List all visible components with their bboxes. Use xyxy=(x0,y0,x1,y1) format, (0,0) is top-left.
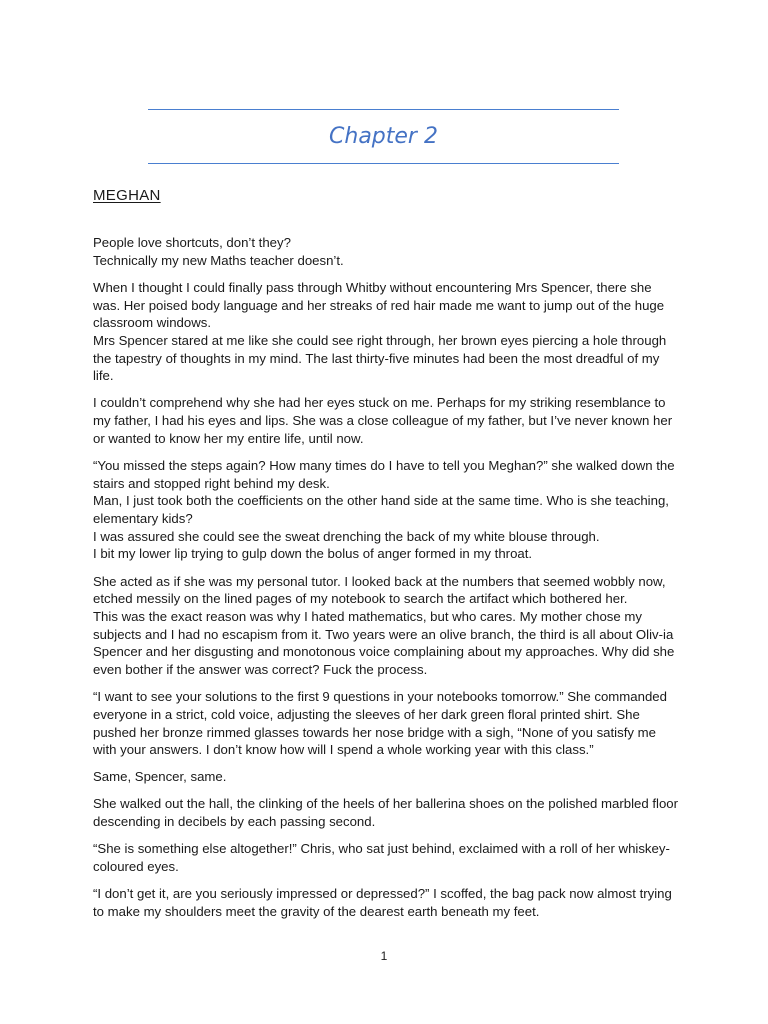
title-rule-top xyxy=(148,109,619,110)
paragraph-line: Same, Spencer, same. xyxy=(93,769,227,785)
paragraph xyxy=(93,840,679,875)
paragraph-line: I couldn’t comprehend why she had her eyes stuck on me. Perhaps for my striking resemblance to my father, I had his eyes and lips. She was a close colleague of my father, but I’ve never known her or wanted to know her my entire life, until now. xyxy=(93,395,673,446)
paragraph xyxy=(93,279,679,385)
paragraph xyxy=(93,573,679,679)
chapter-body xyxy=(93,234,679,930)
paragraph-line: Man, I just took both the coefficients on the other hand side at the same time. Who is she teaching, elementary kids? xyxy=(93,493,669,527)
paragraph-line: This was the exact reason was why I hated mathematics, but who cares. My mother chose my subjects and I had no escapism from it. Two years were an olive branch, the third is all about Oliv-ia Spencer and her disgusting and monotonous voice complaining about my approaches. Why did she even bother if the answer was correct? Fuck the process. xyxy=(93,608,675,678)
paragraph-line: Mrs Spencer stared at me like she could see right through, her brown eyes piercing a hole through the tapestry of thoughts in my mind. The last thirty-five minutes had been the most dreadful of my life. xyxy=(93,332,667,384)
paragraph xyxy=(93,768,679,786)
chapter-title: Chapter 2 xyxy=(329,124,438,149)
paragraph-line: “She is something else altogether!” Chris, who sat just behind, exclaimed with a roll of her whiskey-coloured eyes. xyxy=(93,841,670,874)
paragraph xyxy=(93,394,679,447)
paragraph-line: She acted as if she was my personal tutor. I looked back at the numbers that seemed wobbly now, etched messily on the lined pages of my notebook to search the artifact which bothered her. xyxy=(93,573,666,607)
paragraph xyxy=(93,688,679,759)
paragraph-line: I bit my lower lip trying to gulp down the bolus of anger formed in my throat. xyxy=(93,546,533,562)
paragraph xyxy=(93,234,679,269)
paragraph-line: She walked out the hall, the clinking of the heels of her ballerina shoes on the polished marbled floor descending in decibels by each passing second. xyxy=(93,796,679,830)
page-number: 1 xyxy=(380,949,388,963)
title-rule-bottom xyxy=(148,163,619,164)
paragraph-line: “I don’t get it, are you seriously impressed or depressed?” I scoffed, the bag pack now almost trying to make my shoulders meet the gravity of the dearest earth beneath my feet. xyxy=(93,886,672,919)
pov-heading: MEGHAN xyxy=(93,187,161,204)
paragraph-line: “I want to see your solutions to the first 9 questions in your notebooks tomorrow.” She commanded everyone in a strict, cold voice, adjusting the sleeves of her dark green floral printed shirt. She pushed her bronze rimmed glasses towards her nose bridge with a sigh, “None of you satisfy me with your answers. I don’t know how will I spend a whole working year with this class.” xyxy=(93,689,667,758)
paragraph-line: When I thought I could finally pass through Whitby without encountering Mrs Spencer, there she was. Her poised body language and her streaks of red hair made me want to jump out of the huge classroom windows. xyxy=(93,279,665,331)
paragraph-line: People love shortcuts, don’t they? xyxy=(93,235,291,250)
paragraph xyxy=(93,457,679,563)
paragraph xyxy=(93,885,679,920)
paragraph-line: “You missed the steps again? How many times do I have to tell you Meghan?” she walked down the stairs and stopped right behind my desk. xyxy=(93,457,675,491)
paragraph-line: Technically my new Maths teacher doesn’t. xyxy=(93,252,344,268)
paragraph-line: I was assured she could see the sweat drenching the back of my white blouse through. xyxy=(93,528,600,544)
paragraph xyxy=(93,795,679,830)
